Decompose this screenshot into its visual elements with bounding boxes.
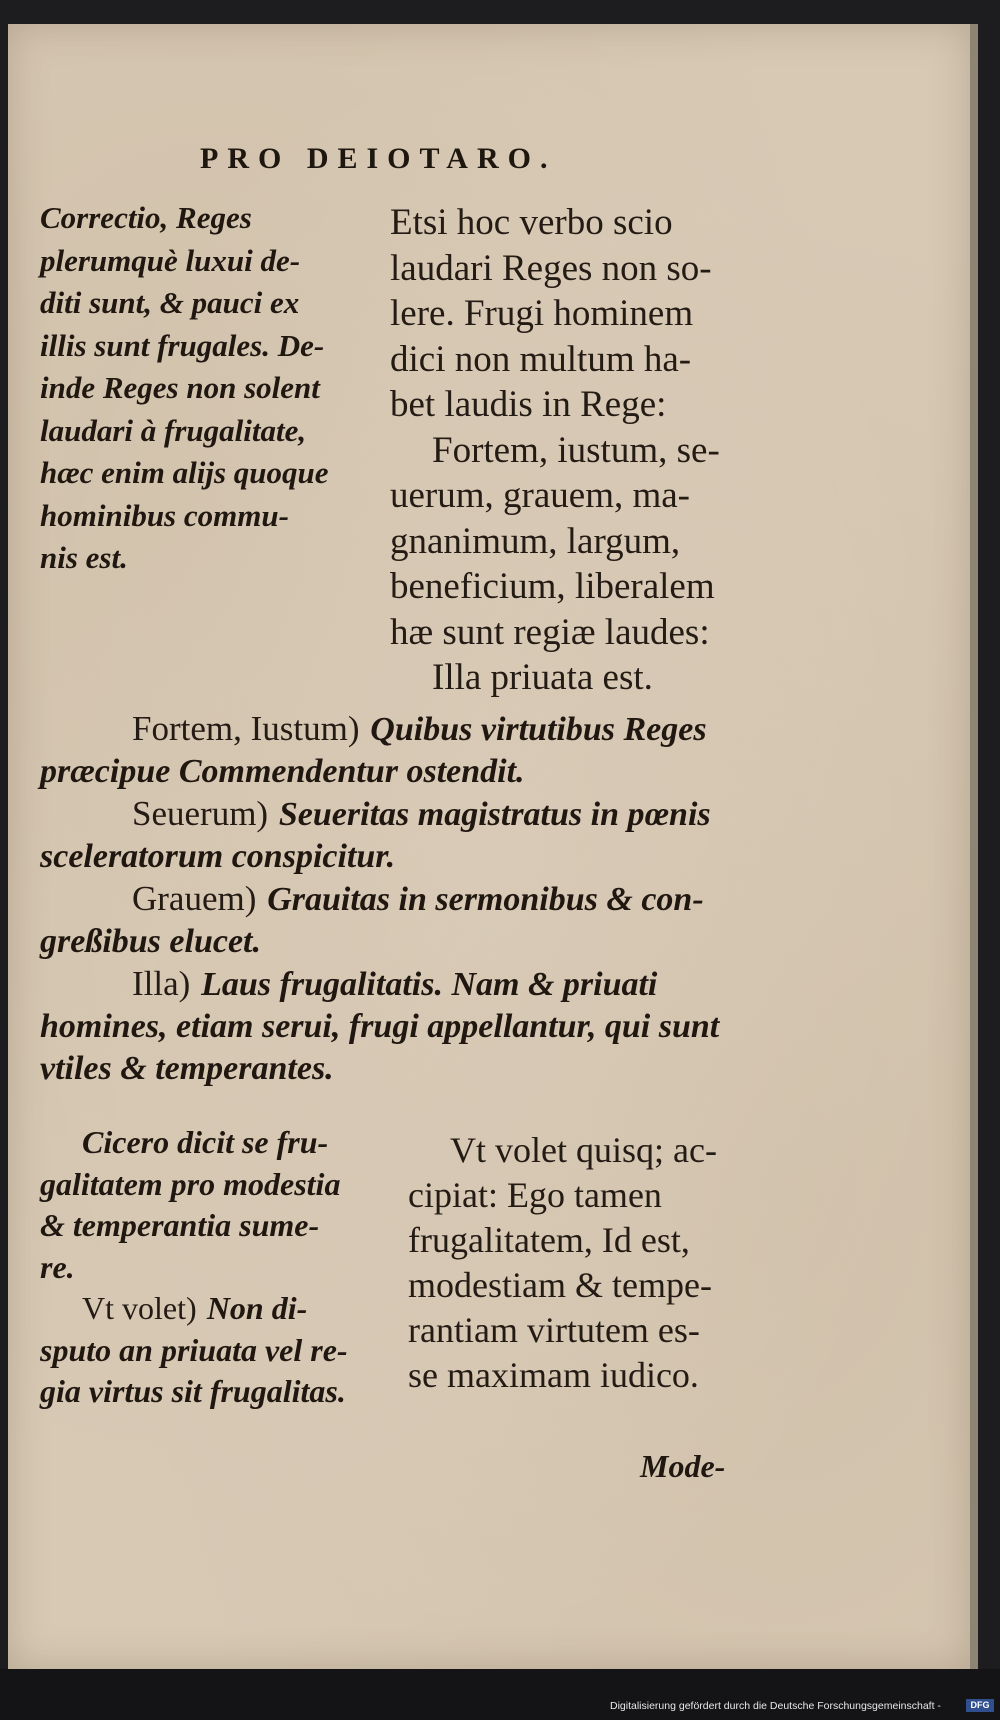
- note-gloss: vtiles & temperantes.: [40, 1050, 334, 1087]
- main-text-lower: [408, 1128, 738, 1398]
- margin-note-line: Cicero dicit se fru-: [82, 1124, 329, 1160]
- note-gloss: Grauitas in sermonibus & con-: [267, 881, 704, 918]
- margin-note-line: nis est.: [40, 540, 128, 575]
- note-gloss: sceleratorum conspicitur.: [40, 838, 396, 875]
- main-text-line: lere. Frugi hominem: [390, 293, 694, 334]
- main-text-line: Vt volet quisq; ac-: [450, 1130, 717, 1170]
- note-lemma: Seuerum): [132, 794, 269, 833]
- scan-footer-strip: [0, 1669, 1000, 1720]
- note-lemma: Illa): [132, 964, 191, 1003]
- margin-note-line: diti sunt, & pauci ex: [40, 285, 300, 320]
- commentary-note: [40, 878, 740, 963]
- note-gloss: homines, etiam serui, frugi appellantur, qui sunt: [40, 1008, 720, 1045]
- main-text-line: frugalitatem, Id est,: [408, 1220, 690, 1260]
- note-gloss: Seueritas magistratus in pœnis: [278, 796, 711, 833]
- margin-lemma-gloss: sputo an priuata vel re-: [40, 1331, 348, 1368]
- margin-note-upper: [40, 197, 352, 580]
- main-text-line: gnanimum, largum,: [390, 520, 681, 562]
- main-text-line: se maximam iudico.: [408, 1355, 699, 1395]
- main-text-line: bet laudis in Rege:: [390, 384, 667, 425]
- note-lemma: Grauem): [132, 879, 257, 918]
- digitization-credit: Digitalisierung gefördert durch die Deutsche Forschungsgemeinschaft -: [610, 1700, 941, 1712]
- main-text-line: rantiam virtutem es-: [408, 1310, 700, 1350]
- margin-lemma-gloss: Non di-: [206, 1290, 308, 1326]
- note-lemma: Fortem, Iustum): [132, 709, 360, 748]
- main-text-line: uerum, grauem, ma-: [390, 475, 690, 516]
- note-gloss: Quibus virtutibus Reges: [370, 711, 707, 748]
- main-text-line: dici non multum ha-: [390, 338, 692, 380]
- margin-note-line: Correctio, Reges: [40, 200, 252, 235]
- main-text-line: laudari Reges non so-: [390, 247, 712, 289]
- margin-note-line: re.: [40, 1248, 75, 1285]
- margin-lemma: Vt volet): [82, 1290, 197, 1326]
- main-text-line: cipiat: Ego tamen: [408, 1175, 662, 1215]
- page-edge: [970, 24, 978, 1669]
- commentary-note: [40, 963, 740, 1090]
- note-gloss: præcipue Commendentur ostendit.: [40, 753, 525, 790]
- margin-note-line: inde Reges non solent: [40, 370, 320, 405]
- margin-note-lower: [40, 1122, 370, 1413]
- main-text-line: Fortem, iustum, se-: [432, 429, 720, 471]
- main-text-line: hæ sunt regiæ laudes:: [390, 611, 710, 653]
- margin-note-line: plerumquè luxui de-: [40, 242, 301, 278]
- main-text-line: beneficium, liberalem: [390, 566, 715, 607]
- margin-note-line: hæc enim alijs quoque: [40, 455, 329, 490]
- main-text-line: modestiam & tempe-: [408, 1265, 712, 1305]
- margin-note-line: hominibus commu-: [40, 497, 289, 533]
- commentary-note: [40, 793, 740, 878]
- margin-note-line: galitatem pro modestia: [40, 1165, 341, 1202]
- margin-note-line: illis sunt frugales. De-: [40, 327, 325, 363]
- main-text-line: Illa priuata est.: [432, 657, 653, 698]
- main-text-upper: [390, 200, 740, 701]
- margin-lemma-gloss: gia virtus sit frugalitas.: [40, 1373, 346, 1409]
- dfg-logo: DFG: [966, 1699, 994, 1712]
- main-text-line: Etsi hoc verbo scio: [390, 202, 673, 243]
- running-title: PRO DEIOTARO.: [200, 142, 557, 175]
- margin-note-line: & temperantia sume-: [40, 1207, 320, 1243]
- commentary-note: [40, 708, 740, 793]
- catchword: Mode-: [640, 1448, 726, 1484]
- note-gloss: greßibus elucet.: [40, 923, 261, 960]
- note-gloss: Laus frugalitatis. Nam & priuati: [201, 966, 658, 1003]
- margin-note-line: laudari à frugalitate,: [40, 412, 307, 448]
- commentary-notes: [40, 708, 740, 1090]
